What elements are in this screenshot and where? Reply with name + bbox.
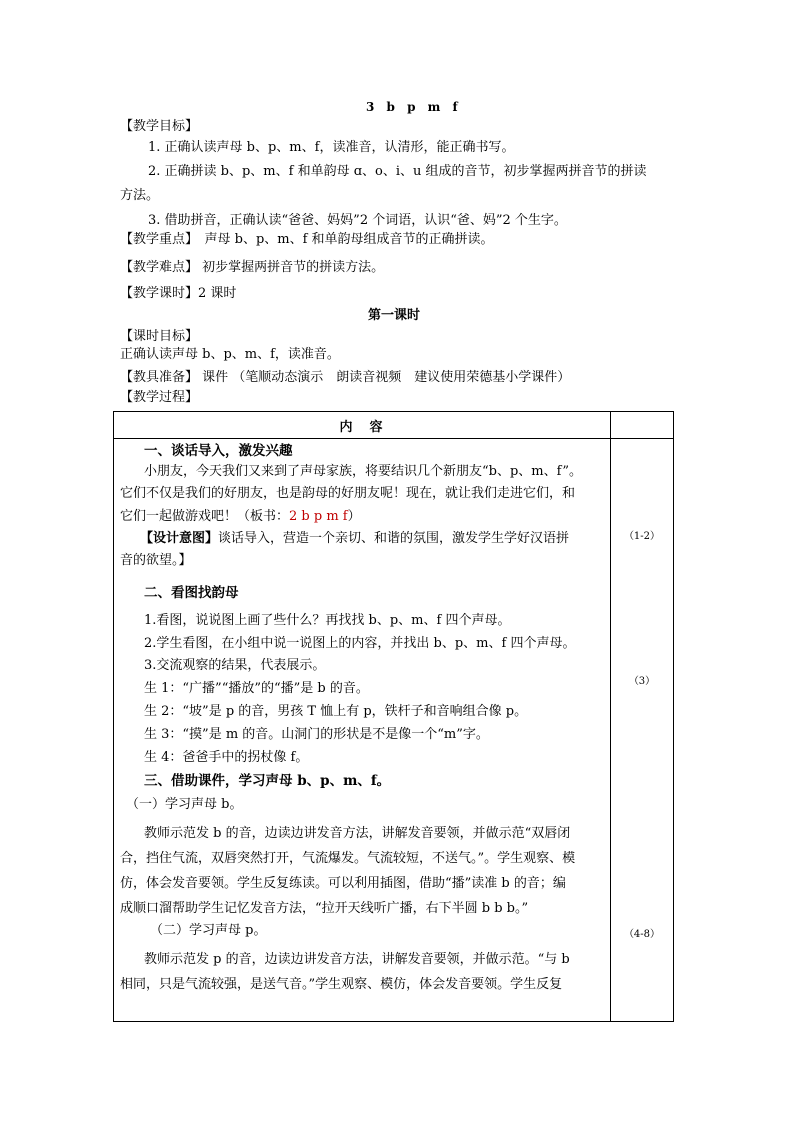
section3-para1-line: 成顺口溜帮助学生记忆发音方法，“拉开天线听广播，右下半圆 b b b。” [120, 901, 529, 916]
section3-para1-line: 合，挡住气流，双唇突然打开，气流爆发。气流较短，不送气。”。学生观察、模 [120, 851, 576, 866]
section2-line: 生 1：“广播”“播放”的“播”是 b 的音。 [144, 681, 369, 696]
section2-line: 2.学生看图，在小组中说一说图上的内容，并找出 b、p、m、f 四个声母。 [144, 636, 576, 651]
section1-time: （1-2） [623, 531, 661, 542]
design-intent [140, 530, 569, 548]
table-side-cell [611, 439, 674, 1022]
lesson-table [113, 411, 674, 1022]
table-content-cell [114, 439, 611, 1022]
design-intent-text-cont: 音的欲望。】 [120, 553, 192, 568]
process-label: 【教学过程】 [120, 390, 199, 405]
section3-para1-line: 教师示范发 b 的音，边读边讲发音方法，讲解发音要领，并做示范“双唇闭 [144, 826, 571, 841]
section3-para2-line: 相同，只是气流较强，是送气音。”学生观察、模仿，体会发音要领。学生反复 [120, 977, 563, 992]
section1-title: 一、谈话导入，激发兴趣 [144, 443, 293, 459]
section2-line: 3.交流观察的结果，代表展示。 [144, 658, 326, 673]
goal-item-3: 3. 借助拼音，正确认读“爸爸、妈妈”2 个词语，认识“爸、妈”2 个生字。 [148, 213, 567, 228]
lesson-goal: 正确认读声母 b、p、m、f，读准音。 [120, 347, 340, 362]
section3-sub1: （一）学习声母 b。 [126, 797, 243, 812]
section1-line: 它们不仅是我们的好朋友，也是韵母的好朋友呢！现在，就让我们走进它们，和 [120, 486, 576, 501]
board-writing: 2 b p m f [289, 509, 348, 524]
section3-sub2: （二）学习声母 p。 [150, 923, 267, 938]
goal-item-2: 2. 正确拼读 b、p、m、f 和单韵母 ɑ、o、i、u 组成的音节，初步掌握两拼音节的拼读 [148, 164, 647, 179]
tools: 【教具准备】 课件 （笔顺动态演示 朗读音视频 建议使用荣德基小学课件） [120, 370, 571, 385]
section2-line: 生 2：“坡”是 p 的音，男孩 T 恤上有 p，铁杆子和音响组合像 p。 [144, 704, 528, 719]
goals-label: 【教学目标】 [120, 119, 199, 134]
section2-title: 二、看图找韵母 [144, 585, 239, 601]
section3-para2-line: 教师示范发 p 的音，边读边讲发音方法，讲解发音要领，并做示范。“与 b [144, 952, 570, 967]
section2-line: 1.看图，说说图上画了些什么？再找找 b、p、m、f 四个声母。 [144, 613, 511, 628]
table-header-label: 内 容 [339, 419, 385, 435]
key-point: 【教学重点】 声母 b、p、m、f 和单韵母组成音节的正确拼读。 [120, 232, 494, 247]
board-close: ） [347, 509, 361, 524]
section1-line: 小朋友，今天我们又来到了声母家族，将要结识几个新朋友“b、p、m、f”。 [144, 464, 583, 479]
section1-line-board [120, 508, 361, 526]
table-header [114, 412, 611, 439]
difficulty: 【教学难点】 初步掌握两拼音节的拼读方法。 [120, 260, 385, 275]
section3-time: （4-8） [623, 929, 661, 940]
section3-title: 三、借助课件，学习声母 b、p、m、f。 [144, 773, 391, 789]
table-side-header [611, 412, 674, 439]
goal-item-2-cont: 方法。 [120, 188, 160, 203]
lesson-title: 第一课时 [368, 308, 421, 323]
section3-para1-line: 仿，体会发音要领。学生反复练读。可以利用插图，借助“播”读准 b 的音；编 [120, 876, 566, 891]
goal-item-1: 1. 正确认读声母 b、p、m、f，读准音，认清形，能正确书写。 [148, 140, 515, 155]
design-intent-text: 谈话导入，营造一个亲切、和谐的氛围，激发学生学好汉语拼 [218, 531, 570, 546]
design-intent-label: 【设计意图】 [140, 531, 219, 546]
section1-line: 它们一起做游戏吧！（板书： [120, 509, 290, 524]
section2-line: 生 3：“摸”是 m 的音。山洞门的形状是不是像一个“m”字。 [144, 727, 489, 742]
page-title: 3 b p m f [366, 100, 462, 114]
hours: 【教学课时】2 课时 [120, 286, 237, 301]
section2-time: （3） [628, 676, 656, 687]
lesson-goal-label: 【课时目标】 [120, 329, 199, 344]
section2-line: 生 4：爸爸手中的拐杖像 f。 [144, 750, 309, 765]
